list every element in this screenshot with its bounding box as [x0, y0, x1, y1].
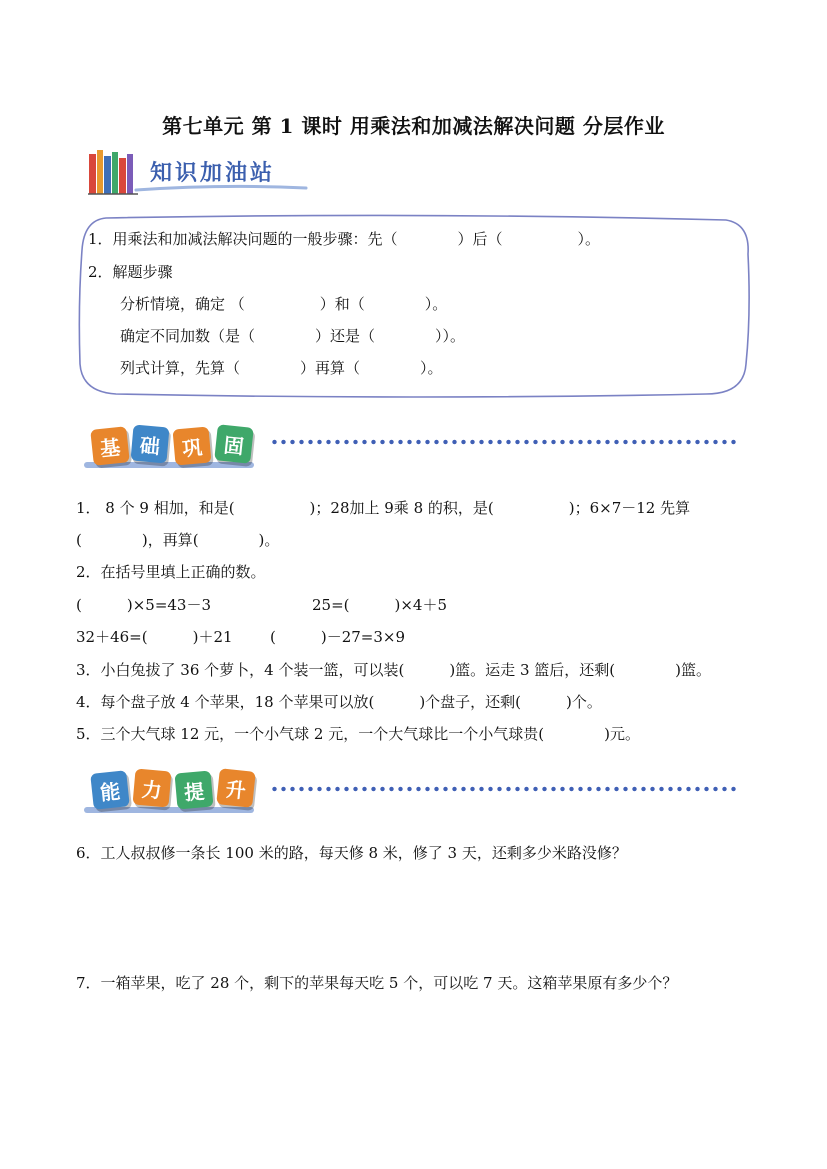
heading-tile: 巩: [172, 426, 211, 465]
question-4: 4．每个盘子放 4 个苹果，18 个苹果可以放( )个盘子，还剩( )个。: [76, 693, 602, 711]
books-icon: [88, 150, 138, 195]
question-1-line-2: ( )，再算( )。: [76, 531, 280, 549]
heading-underline: [134, 182, 309, 194]
heading-tile: 提: [174, 770, 213, 809]
question-2-prompt: 2．在括号里填上正确的数。: [76, 563, 266, 581]
question-3: 3．小白兔拔了 36 个萝卜，4 个装一篮，可以装( )篮。运走 3 篮后，还剩( )篮。: [76, 661, 711, 679]
equation-b: 25=( )×4＋5: [312, 596, 448, 614]
heading-tile: 础: [130, 424, 169, 463]
equation-d: ( )－27=3×9: [270, 628, 406, 646]
equation-c: 32＋46=( )＋21: [76, 628, 233, 646]
question-1-line-1: 1． 8 个 9 相加，和是( )；28加上 9乘 8 的积，是( )；6×7－12 先算: [76, 499, 691, 517]
knowledge-line-5: 列式计算，先算（ ）再算（ ）。: [120, 359, 443, 377]
knowledge-line-2: 2．解题步骤: [88, 263, 173, 281]
knowledge-line-4: 确定不同加数（是（ ）还是（ ））。: [120, 327, 466, 345]
question-5: 5．三个大气球 12 元，一个小气球 2 元，一个大气球比一个小气球贵( )元。: [76, 725, 640, 743]
section-heading-knowledge: 知识加油站: [150, 161, 276, 186]
heading-tile: 基: [90, 426, 130, 466]
knowledge-line-1: 1．用乘法和加减法解决问题的一般步骤：先（ ）后（ ）。: [88, 230, 601, 248]
equation-a: ( )×5=43－3: [76, 596, 212, 614]
heading-tile: 固: [214, 424, 254, 464]
heading-tile: 能: [90, 770, 130, 810]
question-7: 7．一箱苹果，吃了 28 个，剩下的苹果每天吃 5 个，可以吃 7 天。这箱苹果原有多少个？: [76, 974, 678, 992]
knowledge-line-3: 分析情境，确定 （ ）和（ ）。: [120, 295, 448, 313]
dotted-divider: [270, 439, 740, 445]
heading-tile: 力: [132, 768, 171, 807]
heading-tile: 升: [216, 768, 256, 808]
question-6: 6．工人叔叔修一条长 100 米的路，每天修 8 米，修了 3 天，还剩多少米路没修？: [76, 844, 627, 862]
dotted-divider: [270, 786, 740, 792]
page-title: 第七单元 第 1 课时 用乘法和加减法解决问题 分层作业: [162, 114, 665, 138]
